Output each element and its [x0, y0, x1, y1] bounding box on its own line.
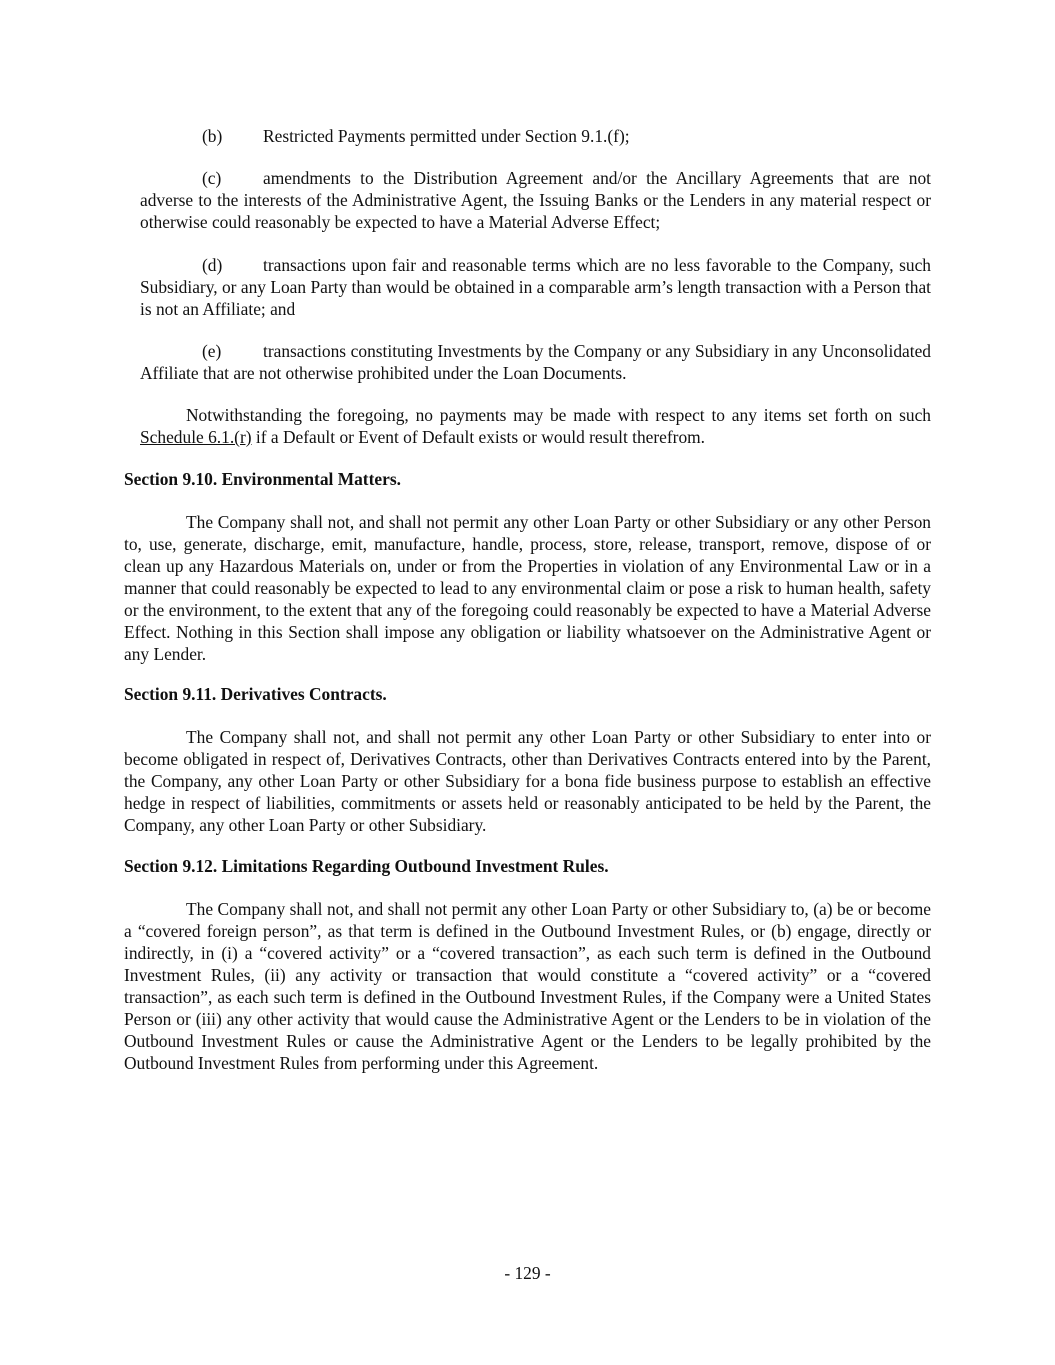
section-body-9-11: The Company shall not, and shall not permit any other Loan Party or other Subsidiary to enter into or become obligated in respect of, Derivatives Contracts, other than Derivatives Contracts entered into by the Parent, the Company, any other Loan Party or other Subsidiary for a bona fide business purpose to establish an effective hedge in respect of liabilities, commitments or assets held or reasonably anticipated to be held by the Parent, the Company, any other Loan Party or other Subsidiary. — [124, 727, 931, 835]
list-item-e — [140, 340, 931, 384]
section-heading-9-12: Section 9.12. Limitations Regarding Outbound Investment Rules. — [124, 856, 609, 876]
list-item-label: (c) — [202, 168, 222, 188]
section-heading-9-11: Section 9.11. Derivatives Contracts. — [124, 684, 387, 704]
notwithstanding-text-before: Notwithstanding the foregoing, no payments may be made with respect to any items set forth on such — [186, 405, 931, 425]
list-item-label: (d) — [202, 255, 223, 275]
list-item-label: (b) — [202, 126, 223, 146]
list-item-b — [140, 125, 931, 147]
notwithstanding-text-after: if a Default or Event of Default exists or would result therefrom. — [251, 427, 706, 447]
section-body-9-10: The Company shall not, and shall not permit any other Loan Party or other Subsidiary or any other Person to, use, generate, discharge, emit, manufacture, handle, process, store, release, transport, remove, dispose of or clean up any Hazardous Materials on, under or from the Properties in violation of any Environmental Law or in a manner that could reasonably be expected to lead to any environmental claim or pose a risk to human health, safety or the environment, to the extent that any of the foregoing could reasonably be expected to have a Material Adverse Effect. Nothing in this Section shall impose any obligation or liability whatsoever on the Administrative Agent or any Lender. — [124, 512, 931, 664]
notwithstanding-paragraph — [140, 404, 931, 448]
list-item-d — [140, 254, 931, 320]
list-item-text: Restricted Payments permitted under Section 9.1.(f); — [263, 126, 630, 146]
list-item-label: (e) — [202, 341, 222, 361]
list-item-text: transactions constituting Investments by the Company or any Subsidiary in any Unconsolidated Affiliate that are not otherwise prohibited under the Loan Documents. — [140, 341, 931, 383]
page-number: - 129 - — [504, 1263, 551, 1283]
section-heading-9-10: Section 9.10. Environmental Matters. — [124, 469, 401, 489]
list-item-text: transactions upon fair and reasonable terms which are no less favorable to the Company, such Subsidiary, or any Loan Party than would be obtained in a comparable arm’s length transaction with a Person that is not an Affiliate; and — [140, 255, 931, 319]
list-item-c — [140, 167, 931, 233]
list-item-text: amendments to the Distribution Agreement and/or the Ancillary Agreements that are not adverse to the interests of the Administrative Agent, the Issuing Banks or the Lenders in any material respect or otherwise could reasonably be expected to have a Material Adverse Effect; — [140, 168, 931, 232]
schedule-reference: Schedule 6.1.(r) — [140, 427, 252, 447]
section-body-9-12: The Company shall not, and shall not permit any other Loan Party or other Subsidiary to, (a) be or become a “covered foreign person”, as that term is defined in the Outbound Investment Rules, or (b) engage, directly or indirectly, in (i) a “covered activity” or a “covered transaction”, as each such term is defined in the Outbound Investment Rules, (ii) any activity or transaction that would constitute a “covered activity” or a “covered transaction”, as each such term is defined in the Outbound Investment Rules, if the Company were a United States Person or (iii) any other activity that would cause the Administrative Agent or the Lenders to be in violation of the Outbound Investment Rules or cause the Administrative Agent or the Lenders to be legally prohibited by the Outbound Investment Rules from performing under this Agreement. — [124, 899, 931, 1073]
